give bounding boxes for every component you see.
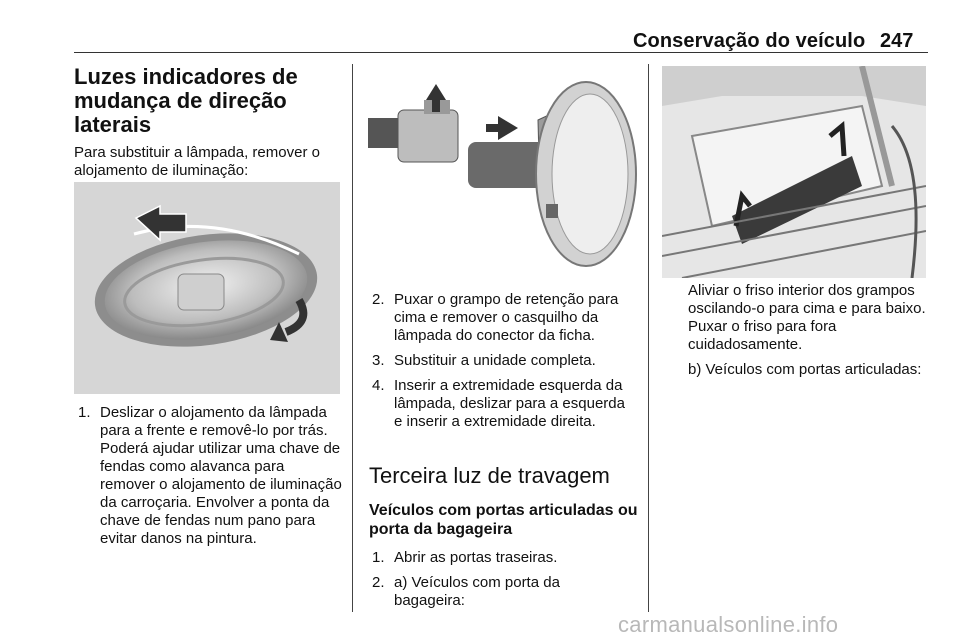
- steps-list: [372, 291, 634, 438]
- steps-list: [372, 549, 634, 617]
- column-divider: [648, 64, 649, 612]
- list-item: 2. Puxar o grampo de retenção para cima e remover o casquilho da lâmpada do conector da ficha.: [372, 291, 619, 344]
- figure-third-brake-light-trim: [662, 66, 926, 278]
- section-title: Terceira luz de travagem: [369, 463, 610, 488]
- list-item: 1. Deslizar o alojamento da lâmpada para a frente e removê-lo por trás. Poderá ajudar utilizar uma chave de fendas como alavanca para remover o alojamento de iluminação da carroçaria. Envolver a ponta da chave de fendas num pano para evitar danos na pintura.: [78, 404, 342, 547]
- page-number: 247: [880, 30, 914, 52]
- paragraph: Aliviar o friso interior dos grampos oscilando-o para cima e para baixo. Puxar o friso para fora cuidadosamente.: [688, 282, 926, 353]
- running-header-title: Conservação do veículo: [633, 30, 866, 52]
- section-title: Luzes indicadores de mudança de direção laterais: [74, 64, 298, 137]
- col3-text: [688, 282, 928, 386]
- subsection-title: Veículos com portas articuladas ou porta da bagageira: [369, 502, 638, 538]
- header-divider: [74, 52, 928, 53]
- watermark: carmanualsonline.info: [618, 612, 839, 637]
- intro-paragraph: Para substituir a lâmpada, remover o alojamento de iluminação:: [74, 144, 320, 179]
- list-item: 4. Inserir a extremidade esquerda da lâmpada, deslizar para a esquerda e inserir a extremidade direita.: [372, 377, 625, 430]
- column-divider: [352, 64, 353, 612]
- figure-side-indicator-lamp: [74, 182, 340, 394]
- paragraph: b) Veículos com portas articuladas:: [688, 361, 922, 378]
- steps-list: [78, 404, 342, 555]
- figure-lamp-socket-clip: [368, 66, 640, 280]
- list-item: 2. a) Veículos com porta da bagageira:: [372, 574, 560, 609]
- list-item: 1. Abrir as portas traseiras.: [372, 549, 558, 566]
- list-item: 3. Substituir a unidade completa.: [372, 352, 596, 369]
